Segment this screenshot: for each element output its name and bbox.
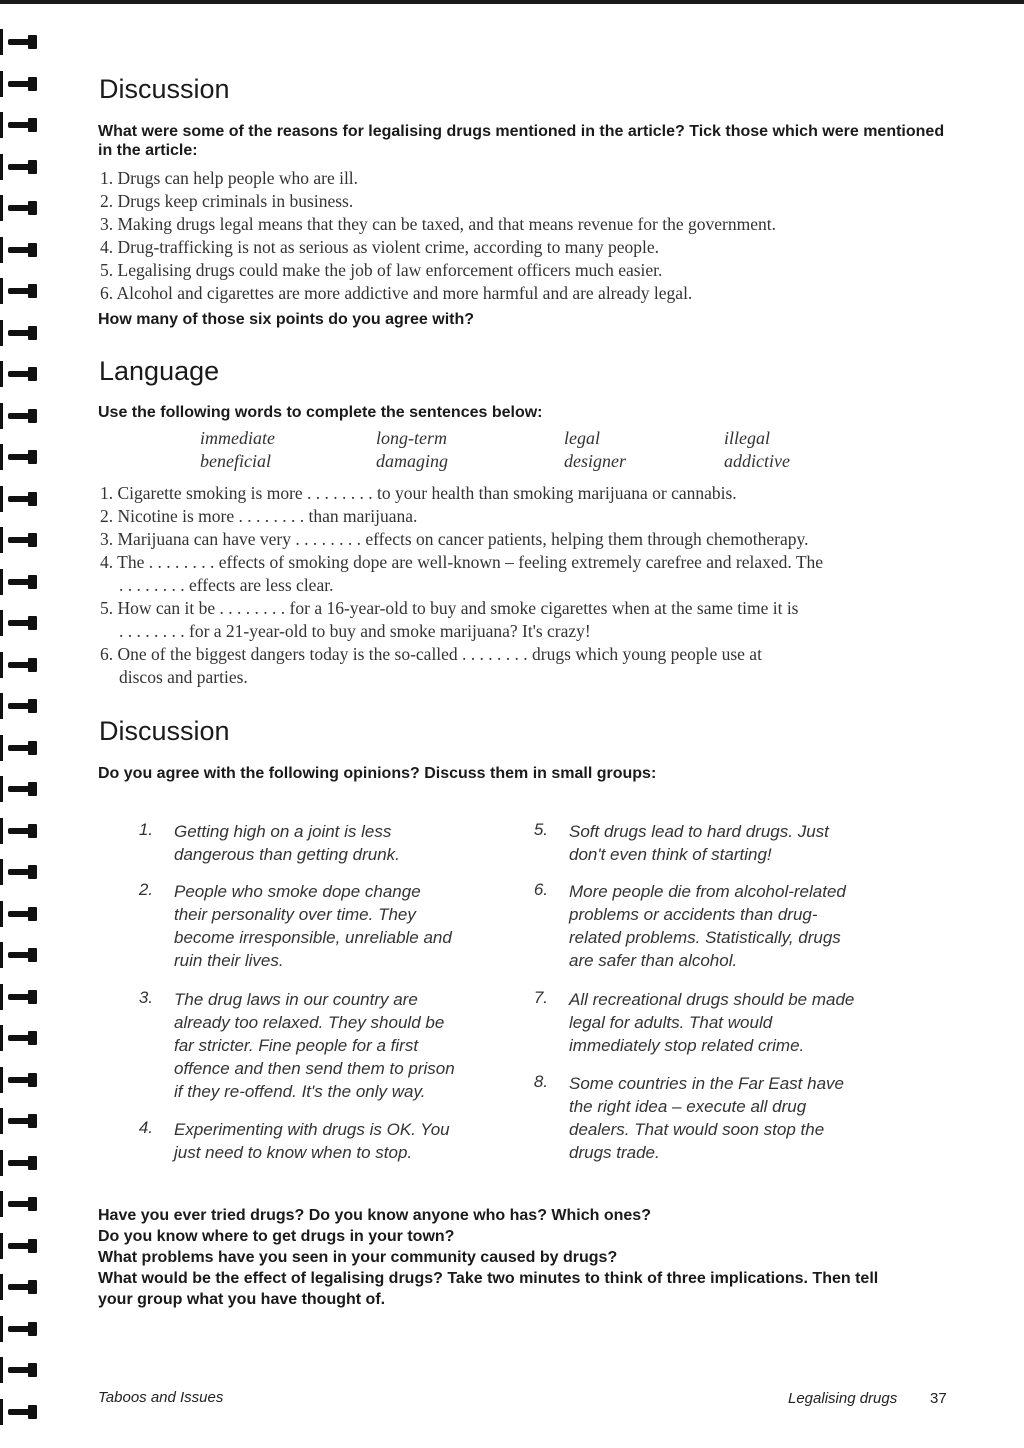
spiral-binding bbox=[0, 25, 40, 1435]
discussion-question: your group what you have thought of. bbox=[98, 1291, 386, 1308]
opinion-text-line: their personality over time. They bbox=[174, 905, 416, 924]
page-top-border bbox=[0, 0, 1024, 4]
opinion-text-line: already too relaxed. They should be bbox=[174, 1013, 445, 1032]
gap-fill-sentence: 4. The . . . . . . . . effects of smoking dope are well-known – feeling extremely carefree and relaxed. The bbox=[100, 552, 824, 572]
binding-ring bbox=[8, 1114, 36, 1128]
opinion-number: 2. bbox=[138, 880, 153, 899]
gap-fill-sentence: 5. How can it be . . . . . . . . for a 16-year-old to buy and smoke cigarettes when at the same time it is bbox=[100, 598, 799, 618]
opinion-text-line: problems or accidents than drug- bbox=[569, 905, 818, 924]
discussion-question: Do you know where to get drugs in your town? bbox=[98, 1228, 455, 1245]
binding-ring bbox=[8, 699, 36, 713]
opinion-text-line: The drug laws in our country are bbox=[174, 990, 418, 1009]
binding-ring bbox=[8, 409, 36, 423]
discussion-question: Have you ever tried drugs? Do you know anyone who has? Which ones? bbox=[98, 1207, 651, 1224]
word-box-item: illegal bbox=[724, 428, 770, 448]
binding-ring bbox=[8, 990, 36, 1004]
gap-fill-sentence: 6. One of the biggest dangers today is the so-called . . . . . . . . drugs which young people use at bbox=[100, 644, 762, 664]
opinion-text-line: drugs trade. bbox=[569, 1143, 660, 1162]
binding-ring bbox=[8, 35, 36, 49]
binding-ring bbox=[8, 160, 36, 174]
word-box-item: long-term bbox=[376, 428, 447, 448]
opinion-text-line: dealers. That would soon stop the bbox=[569, 1120, 825, 1139]
binding-ring bbox=[8, 450, 36, 464]
gap-fill-sentence-cont: discos and parties. bbox=[119, 667, 248, 687]
binding-ring bbox=[8, 948, 36, 962]
binding-ring bbox=[8, 1405, 36, 1419]
opinion-text-line: ruin their lives. bbox=[174, 951, 284, 970]
binding-ring bbox=[8, 243, 36, 257]
reason-item: 2. Drugs keep criminals in business. bbox=[100, 191, 354, 211]
reason-item: 4. Drug-trafficking is not as serious as violent crime, according to many people. bbox=[100, 237, 660, 257]
gap-fill-sentence: 2. Nicotine is more . . . . . . . . than marijuana. bbox=[100, 506, 418, 526]
footer-book-title: Taboos and Issues bbox=[98, 1389, 224, 1406]
opinion-text-line: are safer than alcohol. bbox=[569, 951, 738, 970]
binding-ring bbox=[8, 118, 36, 132]
opinion-text-line: related problems. Statistically, drugs bbox=[569, 928, 841, 947]
binding-ring bbox=[8, 533, 36, 547]
word-box-item: immediate bbox=[200, 428, 275, 448]
word-box-item: damaging bbox=[376, 451, 448, 471]
opinion-text-line: just need to know when to stop. bbox=[174, 1143, 413, 1162]
binding-ring bbox=[8, 492, 36, 506]
language-instruction: Use the following words to complete the sentences below: bbox=[98, 404, 543, 421]
opinion-text-line: become irresponsible, unreliable and bbox=[174, 928, 452, 947]
binding-ring bbox=[8, 782, 36, 796]
binding-ring bbox=[8, 575, 36, 589]
opinion-number: 1. bbox=[138, 820, 153, 839]
opinion-number: 5. bbox=[533, 820, 548, 839]
reason-item: 3. Making drugs legal means that they can be taxed, and that means revenue for the government. bbox=[100, 214, 776, 234]
binding-ring bbox=[8, 865, 36, 879]
opinion-text-line: Some countries in the Far East have bbox=[569, 1074, 844, 1093]
opinion-text-line: legal for adults. That would bbox=[569, 1013, 773, 1032]
binding-ring bbox=[8, 367, 36, 381]
discussion-followup: How many of those six points do you agree with? bbox=[98, 311, 475, 328]
binding-ring bbox=[8, 77, 36, 91]
word-box-item: legal bbox=[564, 428, 600, 448]
binding-ring bbox=[8, 1073, 36, 1087]
opinion-text-line: All recreational drugs should be made bbox=[569, 990, 855, 1009]
word-box-item: designer bbox=[564, 451, 626, 471]
reason-item: 5. Legalising drugs could make the job of law enforcement officers much easier. bbox=[100, 260, 663, 280]
binding-ring bbox=[8, 1322, 36, 1336]
opinion-number: 3. bbox=[138, 988, 153, 1007]
discussion-question: What problems have you seen in your community caused by drugs? bbox=[98, 1249, 618, 1266]
reason-item: 6. Alcohol and cigarettes are more addictive and more harmful and are already legal. bbox=[100, 283, 693, 303]
binding-ring bbox=[8, 1280, 36, 1294]
opinion-number: 6. bbox=[533, 880, 548, 899]
discussion-instruction-1: What were some of the reasons for legalising drugs mentioned in the article? Tick those which were mentioned in the article: bbox=[98, 123, 945, 159]
gap-fill-sentence: 1. Cigarette smoking is more . . . . . . . . to your health than smoking marijuana or cannabis. bbox=[100, 483, 737, 503]
opinion-text-line: Soft drugs lead to hard drugs. Just bbox=[569, 822, 829, 841]
opinion-number: 4. bbox=[138, 1118, 153, 1137]
reason-item: 1. Drugs can help people who are ill. bbox=[100, 168, 359, 188]
language-heading: Language bbox=[99, 356, 220, 386]
opinion-text-line: the right idea – execute all drug bbox=[569, 1097, 807, 1116]
gap-fill-sentence-cont: . . . . . . . . for a 21-year-old to buy and smoke marijuana? It's crazy! bbox=[119, 621, 591, 641]
discussion-question: What would be the effect of legalising drugs? Take two minutes to think of three implications. Then tell bbox=[98, 1270, 879, 1287]
opinion-text-line: if they re-offend. It's the only way. bbox=[174, 1082, 426, 1101]
binding-ring bbox=[8, 1363, 36, 1377]
opinion-text-line: don't even think of starting! bbox=[569, 845, 772, 864]
binding-ring bbox=[8, 201, 36, 215]
discussion-heading-2: Discussion bbox=[99, 716, 230, 746]
binding-ring bbox=[8, 1031, 36, 1045]
binding-ring bbox=[8, 741, 36, 755]
binding-ring bbox=[8, 1197, 36, 1211]
page-number: 37 bbox=[930, 1390, 947, 1407]
discussion-instruction-2: Do you agree with the following opinions? Discuss them in small groups: bbox=[98, 765, 657, 782]
gap-fill-sentence-cont: . . . . . . . . effects are less clear. bbox=[119, 575, 334, 595]
opinion-text-line: far stricter. Fine people for a first bbox=[174, 1036, 419, 1055]
opinion-number: 7. bbox=[533, 988, 548, 1007]
gap-fill-sentence: 3. Marijuana can have very . . . . . . . . effects on cancer patients, helping them through chemotherapy. bbox=[100, 529, 809, 549]
binding-ring bbox=[8, 907, 36, 921]
footer-unit-title: Legalising drugs bbox=[788, 1390, 898, 1407]
opinion-text-line: More people die from alcohol-related bbox=[569, 882, 846, 901]
opinion-text-line: Getting high on a joint is less bbox=[174, 822, 392, 841]
discussion-heading-1: Discussion bbox=[99, 74, 230, 104]
binding-ring bbox=[8, 1239, 36, 1253]
opinion-text-line: dangerous than getting drunk. bbox=[174, 845, 400, 864]
opinion-text-line: Experimenting with drugs is OK. You bbox=[174, 1120, 450, 1139]
opinion-number: 8. bbox=[533, 1072, 548, 1091]
binding-ring bbox=[8, 824, 36, 838]
binding-ring bbox=[8, 326, 36, 340]
word-box-item: addictive bbox=[724, 451, 790, 471]
binding-ring bbox=[8, 616, 36, 630]
opinion-text-line: offence and then send them to prison bbox=[174, 1059, 455, 1078]
binding-ring bbox=[8, 1156, 36, 1170]
word-box-item: beneficial bbox=[200, 451, 271, 471]
opinion-text-line: immediately stop related crime. bbox=[569, 1036, 805, 1055]
opinion-text-line: People who smoke dope change bbox=[174, 882, 421, 901]
binding-ring bbox=[8, 284, 36, 298]
binding-ring bbox=[8, 658, 36, 672]
